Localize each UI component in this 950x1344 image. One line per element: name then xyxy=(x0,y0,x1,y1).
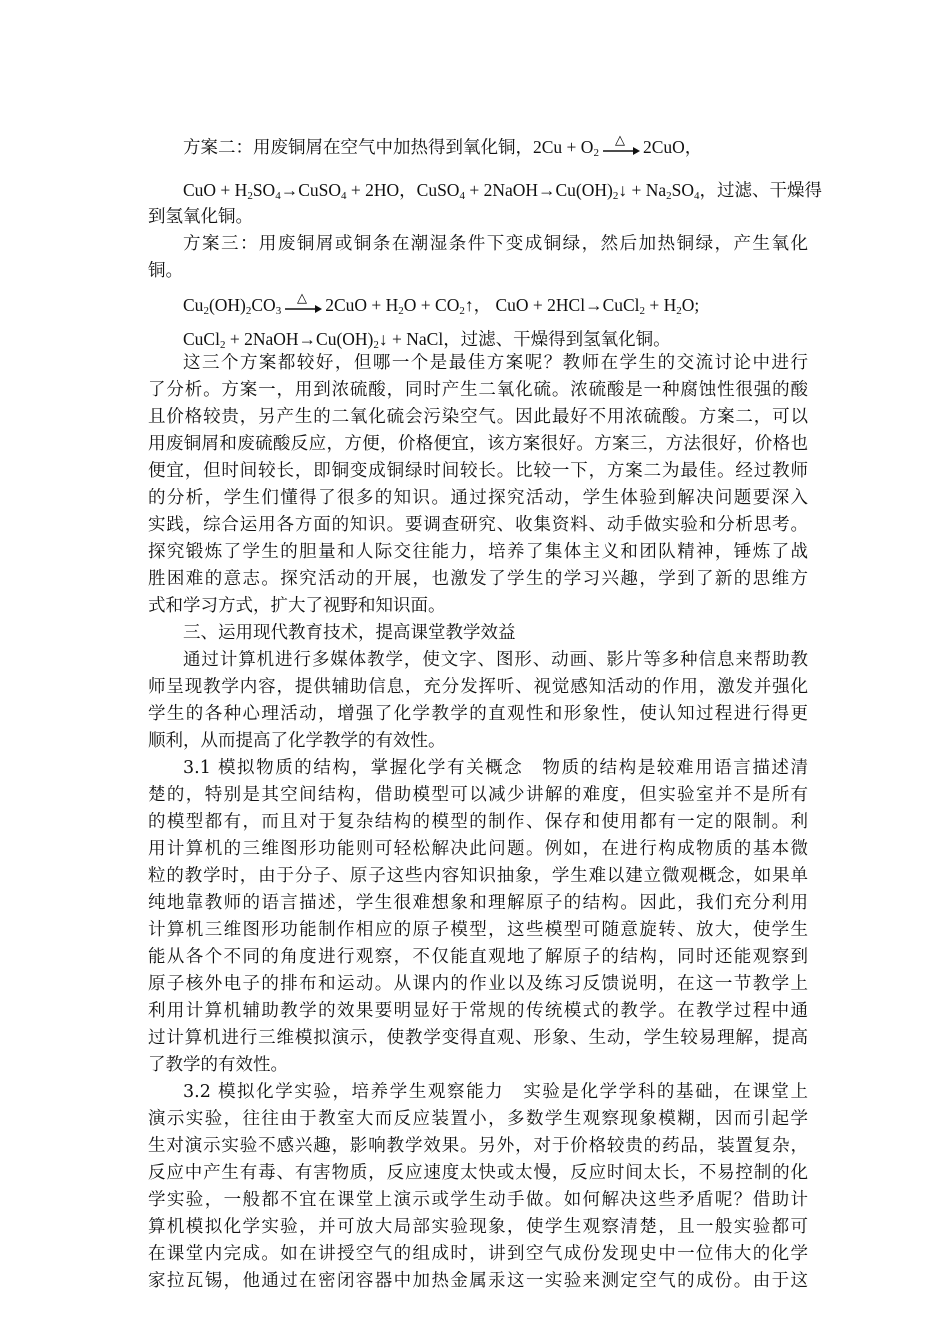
text-line: 铜。 xyxy=(148,261,183,281)
paragraph-line: 家拉瓦锡，他通过在密闭容器中加热金属汞这一实验来测定空气的成份。由于这 xyxy=(148,1271,808,1291)
paragraph-line: 式和学习方式，扩大了视野和知识面。 xyxy=(148,596,446,616)
equation-line-4: CuCl$_2$ + $2NaOH\to Cu(OH)_2↓$ + NaCl，过滤、干燥得到氢氧化铜。 xyxy=(183,329,671,351)
paragraph-line: 了教学的有效性。 xyxy=(148,1055,288,1075)
heat-arrow-icon xyxy=(283,290,323,317)
paragraph-line: 这三个方案都较好，但哪一个是最佳方案呢？教师在学生的交流讨论中进行 xyxy=(183,353,808,373)
paragraph-line: 的模型都有，而且对于复杂结构的模型的制作、保存和使用都有一定的限制。利 xyxy=(148,812,808,832)
section-heading: 三、运用现代教育技术，提高课堂教学效益 xyxy=(183,623,516,643)
scheme-two-line xyxy=(183,132,808,162)
paragraph-line: 实践，综合运用各方面的知识。要调查研究、收集资料、动手做实验和分析思考。 xyxy=(148,515,808,535)
paragraph-line: 了分析。方案一，用到浓硫酸，同时产生二氧化硫。浓硫酸是一种腐蚀性很强的酸 xyxy=(148,380,808,400)
paragraph-line: 顺利，从而提高了化学教学的有效性。 xyxy=(148,731,446,751)
heat-arrow-icon xyxy=(601,132,641,159)
svg-text:△: △ xyxy=(614,132,625,148)
paragraph-line: 原子核外电子的排布和运动。从课内的作业以及练习反馈说明，在这一节教学上 xyxy=(148,974,808,994)
paragraph-line: 能从各个不同的角度进行观察，不仅能直观地了解原子的结构，同时还能观察到 xyxy=(148,947,808,967)
paragraph-line: 用废铜屑和废硫酸反应，方便，价格便宜，该方案很好。方案三，方法很好，价格也 xyxy=(148,434,808,454)
paragraph-line: 粒的教学时，由于分子、原子这些内容知识抽象，学生难以建立微观概念，如果单 xyxy=(148,866,808,886)
paragraph-line: 胜困难的意志。探究活动的开展，也激发了学生的学习兴趣，学到了新的思维方 xyxy=(148,569,808,589)
paragraph-line: 学生的各种心理活动，增强了化学教学的直观性和形象性，使认知过程进行得更 xyxy=(148,704,808,724)
paragraph-line: 学实验，一般都不宜在课堂上演示或学生动手做。如何解决这些矛盾呢？借助计 xyxy=(148,1190,808,1210)
svg-text:△: △ xyxy=(297,290,308,306)
paragraph-line: 利用计算机辅助教学的效果要明显好于常规的传统模式的教学。在教学过程中通 xyxy=(148,1001,808,1021)
equation-line-2: CuO + $H_2SO_4\to CuSO_4 + 2HO$，CuSO$_4$ + $2NaOH\to Cu(OH)_2↓ + Na_2SO_4$，过滤、干燥得 xyxy=(183,180,823,202)
text-line: 到氢氧化铜。 xyxy=(148,207,253,227)
paragraph-line: 的分析，学生们懂得了很多的知识。通过探究活动，学生体验到解决问题要深入 xyxy=(148,488,808,508)
paragraph-line: 3.2 模拟化学实验，培养学生观察能力 实验是化学学科的基础，在课堂上 xyxy=(183,1082,808,1102)
paragraph-line: 生对演示实验不感兴趣，影响教学效果。另外，对于价格较贵的药品，装置复杂， xyxy=(148,1136,808,1156)
paragraph-line: 演示实验，往往由于教室大而反应装置小，多数学生观察现象模糊，因而引起学 xyxy=(148,1109,808,1129)
paragraph-line: 探究锻炼了学生的胆量和人际交往能力，培养了集体主义和团队精神，锤炼了战 xyxy=(148,542,808,562)
paragraph-line: 过计算机进行三维模拟演示，使教学变得直观、形象、生动，学生较易理解，提高 xyxy=(148,1028,808,1048)
paragraph-line: 通过计算机进行多媒体教学，使文字、图形、动画、影片等多种信息来帮助教 xyxy=(183,650,808,670)
paragraph-line: 师呈现教学内容，提供辅助信息，充分发挥听、视觉感知活动的作用，激发并强化 xyxy=(148,677,808,697)
paragraph-line: 在课堂内完成。如在讲授空气的组成时，讲到空气成份发现史中一位伟大的化学 xyxy=(148,1244,808,1264)
paragraph-line: 反应中产生有毒、有害物质，反应速度太快或太慢，反应时间太长，不易控制的化 xyxy=(148,1163,808,1183)
paragraph-line: 算机模拟化学实验，并可放大局部实验现象，使学生观察清楚，且一般实验都可 xyxy=(148,1217,808,1237)
paragraph-line: 便宜，但时间较长，即铜变成铜绿时间较长。比较一下，方案二为最佳。经过教师 xyxy=(148,461,808,481)
paragraph-line: 用计算机的三维图形功能则可轻松解决此问题。例如，在进行构成物质的基本微 xyxy=(148,839,808,859)
scheme-two-text: 方案二：用废铜屑在空气中加热得到氧化铜， xyxy=(183,138,533,158)
paragraph-line: 计算机三维图形功能制作相应的原子模型，这些模型可随意旋转、放大，使学生 xyxy=(148,920,808,940)
paragraph-line: 纯地靠教师的语言描述，学生很难想象和理解原子的结构。因此，我们充分利用 xyxy=(148,893,808,913)
paragraph-line: 3.1 模拟物质的结构，掌握化学有关概念 物质的结构是较难用语言描述清 xyxy=(183,758,808,778)
paragraph-line: 且价格较贵，另产生的二氧化硫会污染空气。因此最好不用浓硫酸。方案二，可以 xyxy=(148,407,808,427)
equation-copper-oxidation: $2Cu + O_2$ △ 2CuO， xyxy=(533,132,703,159)
paragraph-line: 楚的，特别是其空间结构，借助模型可以减少讲解的难度，但实验室并不是所有 xyxy=(148,785,808,805)
scheme-three-line: 方案三：用废铜屑或铜条在潮湿条件下变成铜绿，然后加热铜绿，产生氧化 xyxy=(183,234,808,254)
equation-line-3: $Cu_2(OH)_2CO_3$ △ $2CuO + H_2O$ + $CO_2↑$， CuO + 2HCl→CuCl$_2$ + $H_2O$; xyxy=(183,290,700,317)
